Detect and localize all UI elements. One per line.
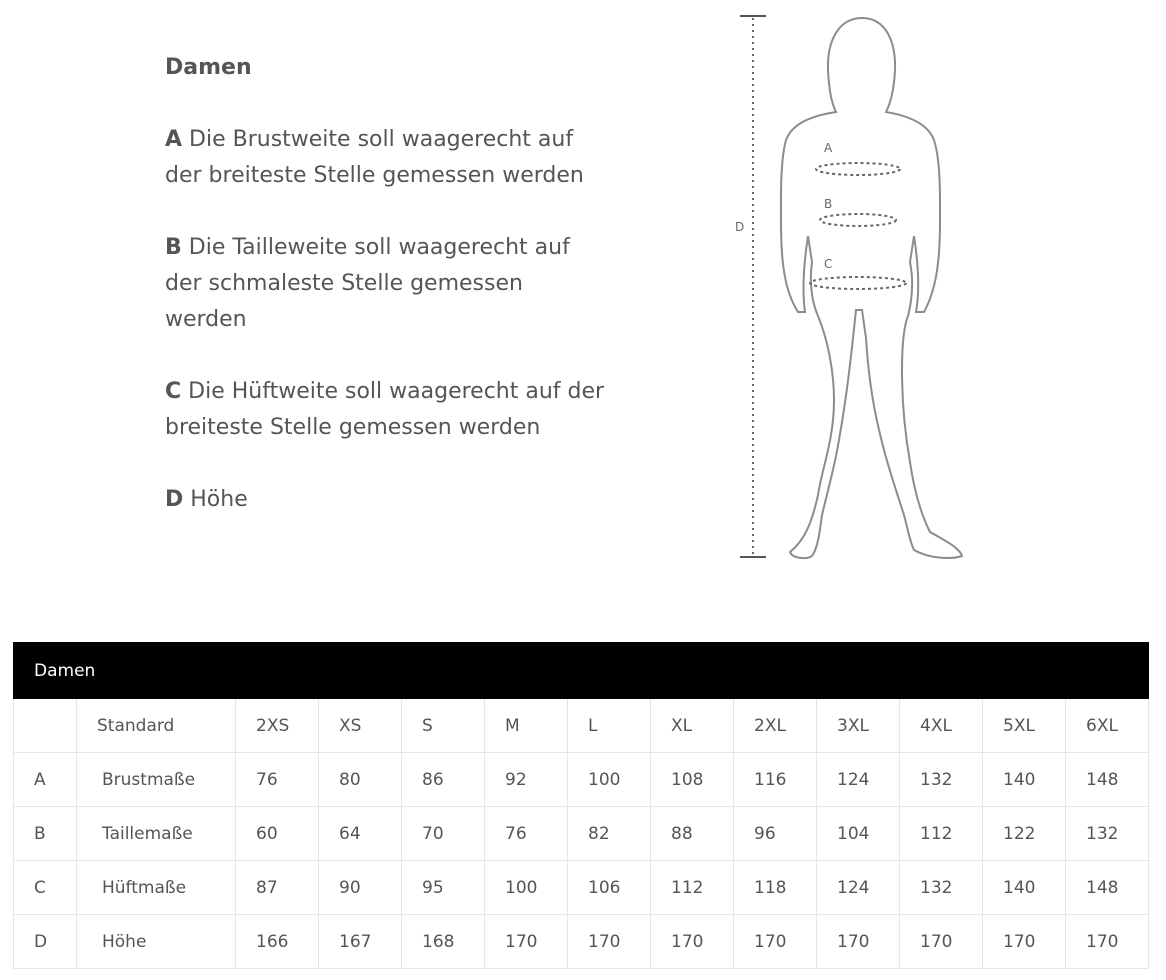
- guide-text: Höhe: [190, 487, 248, 512]
- table-cell: 76: [485, 807, 568, 861]
- guide-text: Die Tailleweite soll waagerecht auf der schmaleste Stelle gemessen werden: [165, 235, 570, 332]
- table-cell: 132: [1066, 807, 1149, 861]
- table-cell: 140: [983, 861, 1066, 915]
- table-cell: 90: [319, 861, 402, 915]
- table-cell: 170: [651, 915, 734, 969]
- figure-label-a: A: [824, 141, 833, 155]
- table-cell: 140: [983, 753, 1066, 807]
- table-cell: 118: [734, 861, 817, 915]
- guide-item-a: [165, 122, 605, 194]
- guide-text: Die Hüftweite soll waagerecht auf der breiteste Stelle gemessen werden: [165, 379, 605, 440]
- table-title: Damen: [14, 643, 1149, 699]
- table-cell: Höhe: [77, 915, 236, 969]
- table-cell: 124: [817, 861, 900, 915]
- header-cell: XL: [651, 699, 734, 753]
- guide-title: Damen: [165, 55, 252, 80]
- header-cell: XS: [319, 699, 402, 753]
- table-cell: 86: [402, 753, 485, 807]
- guide-letter: C: [165, 379, 182, 404]
- table-row: [14, 915, 1149, 969]
- table-cell: 104: [817, 807, 900, 861]
- header-cell: 3XL: [817, 699, 900, 753]
- table-row: [14, 807, 1149, 861]
- table-cell: 122: [983, 807, 1066, 861]
- table-cell: 80: [319, 753, 402, 807]
- table-cell: 112: [900, 807, 983, 861]
- table-cell: 112: [651, 861, 734, 915]
- table-title-row: [14, 643, 1149, 699]
- woman-silhouette: [781, 18, 962, 558]
- table-cell: 170: [568, 915, 651, 969]
- header-cell: M: [485, 699, 568, 753]
- table-cell: 100: [485, 861, 568, 915]
- table-cell: 116: [734, 753, 817, 807]
- table-cell: 170: [817, 915, 900, 969]
- table-cell: A: [14, 753, 77, 807]
- table-cell: 170: [485, 915, 568, 969]
- body-measurement-figure: [720, 8, 990, 573]
- table-cell: 106: [568, 861, 651, 915]
- table-cell: 170: [900, 915, 983, 969]
- table-cell: D: [14, 915, 77, 969]
- guide-letter: D: [165, 487, 184, 512]
- hip-band: [810, 277, 906, 289]
- table-cell: Hüftmaße: [77, 861, 236, 915]
- table-row: [14, 861, 1149, 915]
- table-cell: 87: [236, 861, 319, 915]
- table-cell: Brustmaße: [77, 753, 236, 807]
- bust-band: [816, 163, 900, 175]
- table-cell: 148: [1066, 753, 1149, 807]
- table-cell: 100: [568, 753, 651, 807]
- table-cell: 82: [568, 807, 651, 861]
- table-cell: 60: [236, 807, 319, 861]
- header-cell: 4XL: [900, 699, 983, 753]
- header-cell: 2XL: [734, 699, 817, 753]
- figure-label-d: D: [735, 220, 745, 234]
- table-cell: 88: [651, 807, 734, 861]
- table-cell: 132: [900, 753, 983, 807]
- figure-label-b: B: [824, 197, 833, 211]
- size-table: [13, 642, 1149, 969]
- table-cell: 76: [236, 753, 319, 807]
- table-cell: 64: [319, 807, 402, 861]
- table-cell: Taillemaße: [77, 807, 236, 861]
- guide-letter: A: [165, 127, 183, 152]
- guide-text: Die Brustweite soll waagerecht auf der breiteste Stelle gemessen werden: [165, 127, 584, 188]
- figure-label-c: C: [824, 257, 833, 271]
- table-cell: 132: [900, 861, 983, 915]
- table-cell: 95: [402, 861, 485, 915]
- guide-letter: B: [165, 235, 182, 260]
- table-cell: 170: [734, 915, 817, 969]
- table-cell: B: [14, 807, 77, 861]
- header-cell: S: [402, 699, 485, 753]
- header-cell: 6XL: [1066, 699, 1149, 753]
- waist-band: [820, 214, 896, 226]
- table-cell: 108: [651, 753, 734, 807]
- header-cell: Standard: [77, 699, 236, 753]
- table-cell: 70: [402, 807, 485, 861]
- table-cell: 167: [319, 915, 402, 969]
- guide-item-c: [165, 374, 605, 446]
- table-cell: 166: [236, 915, 319, 969]
- table-cell: C: [14, 861, 77, 915]
- table-cell: 170: [1066, 915, 1149, 969]
- header-cell: 5XL: [983, 699, 1066, 753]
- table-cell: 170: [983, 915, 1066, 969]
- table-row: [14, 753, 1149, 807]
- guide-item-b: [165, 230, 605, 338]
- table-cell: 124: [817, 753, 900, 807]
- table-header-row: [14, 699, 1149, 753]
- header-cell: [14, 699, 77, 753]
- guide-item-d: [165, 482, 605, 518]
- table-cell: 92: [485, 753, 568, 807]
- table-cell: 96: [734, 807, 817, 861]
- header-cell: L: [568, 699, 651, 753]
- measurement-guide: [165, 50, 605, 554]
- table-cell: 168: [402, 915, 485, 969]
- table-cell: 148: [1066, 861, 1149, 915]
- header-cell: 2XS: [236, 699, 319, 753]
